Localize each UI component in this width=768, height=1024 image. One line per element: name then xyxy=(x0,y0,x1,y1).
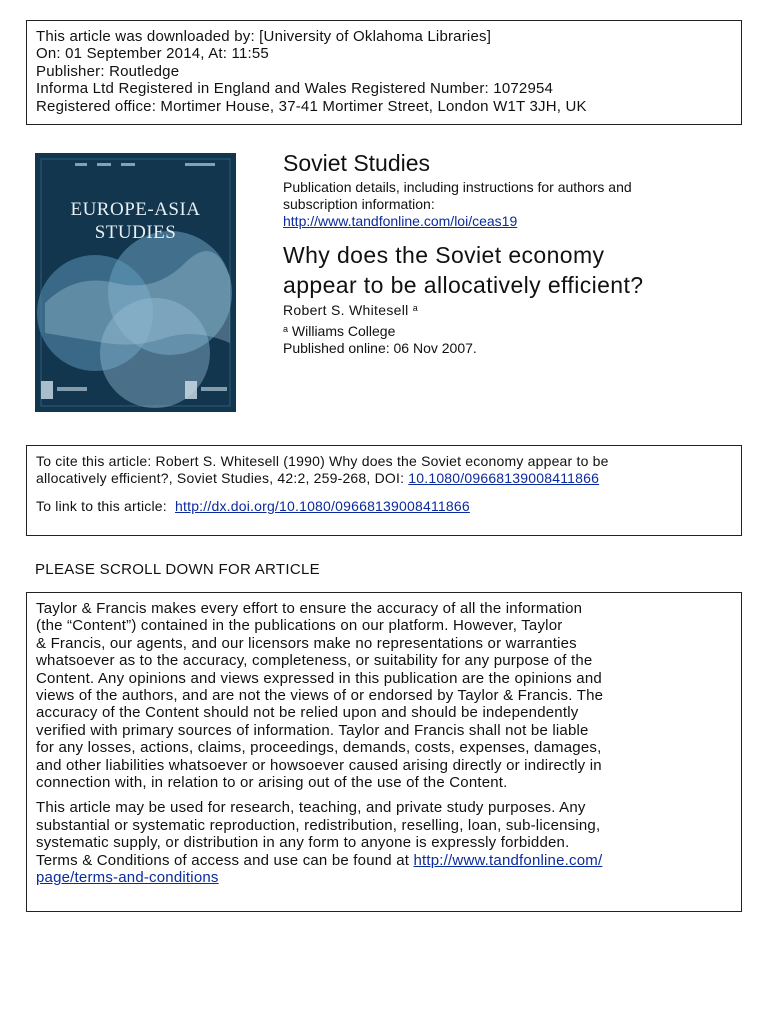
usage-line: This article may be used for research, teaching, and private study purposes. Any xyxy=(36,799,586,817)
citation-line1: To cite this article: Robert S. Whitesell (1990) Why does the Soviet economy appear to be xyxy=(36,453,609,469)
article-title-line2: appear to be allocatively efficient? xyxy=(283,272,644,298)
article-title xyxy=(283,240,643,300)
disclaimer-line: Taylor & Francis makes every effort to ensure the accuracy of all the information xyxy=(36,600,583,617)
disclaimer-paragraph-2 xyxy=(36,799,741,886)
publication-details-line2: subscription information: xyxy=(283,196,435,212)
disclaimer-line: and other liabilities whatsoever or howsoever caused arising directly or indirectly in xyxy=(36,756,602,774)
journal-cover-image[interactable] xyxy=(35,153,236,412)
link-label: To link to this article: xyxy=(36,498,171,514)
affiliation: Williams College xyxy=(291,323,396,339)
terms-url-link-continued[interactable]: page/terms-and-conditions xyxy=(36,869,219,887)
disclaimer-line: (the “Content”) contained in the publications on our platform. However, Taylor xyxy=(36,617,563,635)
download-notice-box xyxy=(26,20,742,125)
usage-line: systematic supply, or distribution in any form to anyone is expressly forbidden. xyxy=(36,834,570,852)
cover-title-line1: EUROPE-ASIA xyxy=(70,199,201,220)
disclaimer-line: views of the authors, and are not the views of or endorsed by Taylor & Francis. The xyxy=(36,687,604,705)
disclaimer-box xyxy=(26,592,742,912)
cover-title xyxy=(35,198,236,244)
article-title-line1: Why does the Soviet economy xyxy=(283,242,605,268)
affiliation-marker: a xyxy=(283,324,289,334)
disclaimer-line: & Francis, our agents, and our licensors make no representations or warranties xyxy=(36,634,577,652)
author-affiliation-marker: a xyxy=(412,303,419,313)
disclaimer-paragraph-1 xyxy=(36,600,741,791)
registered-office-line: Registered office: Mortimer House, 37-41 Mortimer Street, London W1T 3JH, UK xyxy=(36,97,587,115)
journal-title: Soviet Studies xyxy=(283,150,431,176)
journal-url-link[interactable]: http://www.tandfonline.com/loi/ceas19 xyxy=(283,213,518,229)
usage-line: substantial or systematic reproduction, redistribution, reselling, loan, sub-licensing, xyxy=(36,816,601,834)
disclaimer-line: Content. Any opinions and views expressed in this publication are the opinions and xyxy=(36,669,602,687)
registration-line: Informa Ltd Registered in England and Wales Registered Number: 1072954 xyxy=(36,80,554,98)
download-line: This article was downloaded by: [University of Oklahoma Libraries] xyxy=(36,28,492,45)
cover-artwork xyxy=(35,153,236,412)
disclaimer-line: whatsoever as to the accuracy, completeness, or suitability for any purpose of the xyxy=(36,652,593,670)
terms-url-link[interactable]: http://www.tandfonline.com/ xyxy=(413,851,603,869)
terms-prefix: Terms & Conditions of access and use can be found at xyxy=(36,851,414,869)
publisher-line: Publisher: Routledge xyxy=(36,62,180,80)
disclaimer-line: accuracy of the Content should not be relied upon and should be independently xyxy=(36,704,579,722)
publication-details-line1: Publication details, including instructions for authors and xyxy=(283,179,632,195)
published-online-date: Published online: 06 Nov 2007. xyxy=(283,340,477,356)
disclaimer-line: verified with primary sources of information. Taylor and Francis shall not be liable xyxy=(36,721,589,739)
citation-box xyxy=(26,445,742,536)
disclaimer-line: for any losses, actions, claims, proceedings, demands, costs, expenses, damages, xyxy=(36,739,602,757)
author-name: Robert S. Whitesell xyxy=(283,302,409,318)
download-date-line: On: 01 September 2014, At: 11:55 xyxy=(36,45,269,63)
disclaimer-line: connection with, in relation to or arising out of the use of the Content. xyxy=(36,774,508,792)
doi-link[interactable]: 10.1080/09668139008411866 xyxy=(408,470,600,486)
doi-url-link[interactable]: http://dx.doi.org/10.1080/09668139008411866 xyxy=(175,498,470,514)
publication-details xyxy=(283,179,632,230)
citation-line2: allocatively efficient?, Soviet Studies, 42:2, 259-268, DOI: xyxy=(36,470,409,486)
scroll-notice: PLEASE SCROLL DOWN FOR ARTICLE xyxy=(35,561,320,578)
cover-title-line2: STUDIES xyxy=(94,222,177,243)
author-block xyxy=(283,302,477,357)
